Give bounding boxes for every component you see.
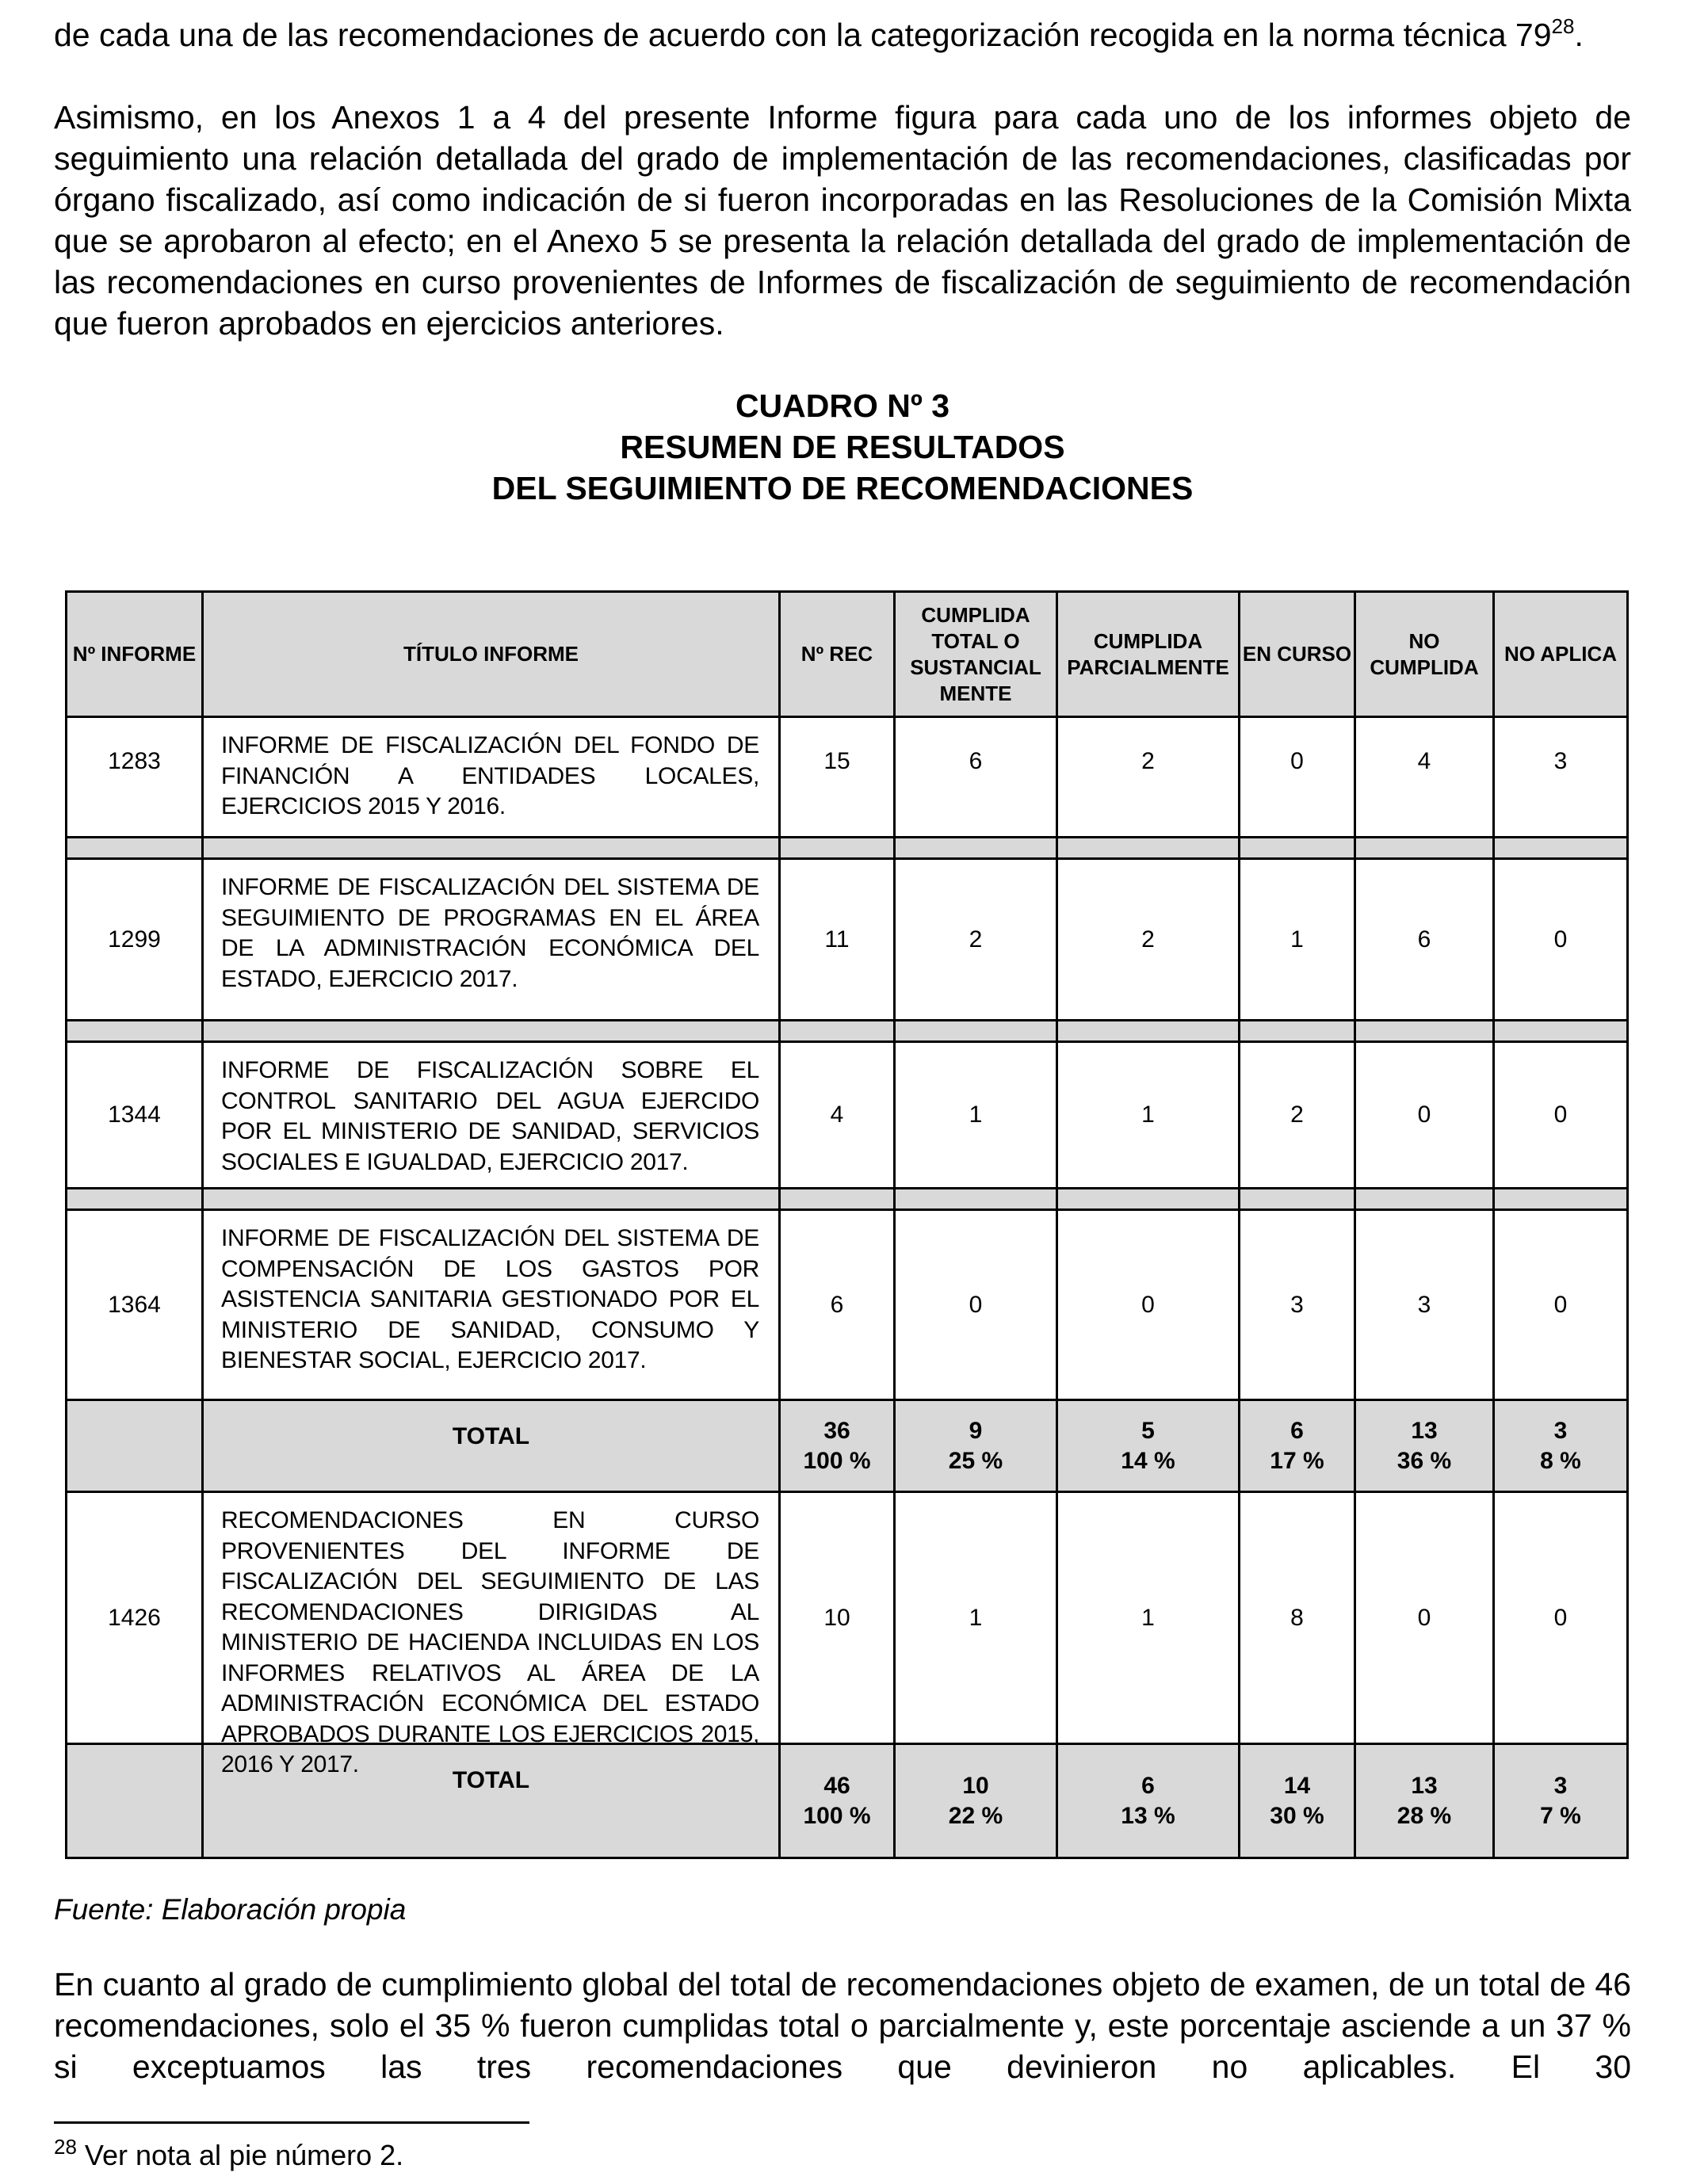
cell-informe: 1426 xyxy=(67,1492,203,1744)
cell-en-curso: 3 xyxy=(1240,1210,1355,1400)
cell-titulo: INFORME DE FISCALIZACIÓN DEL FONDO DE FINANCIÓN A ENTIDADES LOCALES, EJERCICIOS 2015 Y 2016. xyxy=(203,717,780,838)
footnote-reference[interactable]: 28 xyxy=(1551,14,1575,38)
header-cumplida-parcial: CUMPLIDA PARCIALMENTE xyxy=(1057,592,1240,717)
intro-paragraph-1: de cada una de las recomendaciones de acuerdo con la categorización recogida en la norma técnica 79$^{28}$. xyxy=(54,14,1584,53)
cell-cumplida-parcial: 1 xyxy=(1057,1042,1240,1189)
footnote xyxy=(54,2137,403,2174)
cell-cumplida-parcial: 0 xyxy=(1057,1210,1240,1400)
cell-en-curso: 2 xyxy=(1240,1042,1355,1189)
cell-nrec: 4 xyxy=(780,1042,895,1189)
header-no-aplica: NO APLICA xyxy=(1494,592,1628,717)
total-en-curso: 14 30 % xyxy=(1240,1744,1355,1858)
total-no-cumplida: 13 28 % xyxy=(1355,1744,1494,1858)
total-no-cumplida: 13 36 % xyxy=(1355,1400,1494,1492)
separator-row xyxy=(67,838,1628,859)
total-cumplida-total: 10 22 % xyxy=(895,1744,1057,1858)
cell-en-curso: 0 xyxy=(1240,717,1355,838)
total-row-1 xyxy=(67,1400,1628,1492)
header-cumplida-total: CUMPLIDA TOTAL O SUSTANCIAL MENTE xyxy=(895,592,1057,717)
cell-en-curso: 1 xyxy=(1240,859,1355,1021)
footnote-text: Ver nota al pie número 2. xyxy=(76,2139,404,2171)
table-caption xyxy=(54,385,1631,509)
cell-cumplida-total: 0 xyxy=(895,1210,1057,1400)
cell-no-cumplida: 4 xyxy=(1355,717,1494,838)
cell-titulo: INFORME DE FISCALIZACIÓN SOBRE EL CONTROL SANITARIO DEL AGUA EJERCIDO POR EL MINISTERIO DE SANIDAD, SERVICIOS SOCIALES E IGUALDAD, EJERCICIO 2017. xyxy=(203,1042,780,1189)
cell-cumplida-parcial: 2 xyxy=(1057,717,1240,838)
cell-titulo: INFORME DE FISCALIZACIÓN DEL SISTEMA DE SEGUIMIENTO DE PROGRAMAS EN EL ÁREA DE LA ADMINISTRACIÓN ECONÓMICA DEL ESTADO, EJERCICIO 2017. xyxy=(203,859,780,1021)
cell-informe: 1344 xyxy=(67,1042,203,1189)
table-row xyxy=(67,1042,1628,1189)
cell-no-aplica: 0 xyxy=(1494,1042,1628,1189)
results-table xyxy=(65,590,1629,1859)
cell-cumplida-total: 6 xyxy=(895,717,1057,838)
cell-no-aplica: 3 xyxy=(1494,717,1628,838)
cell-cumplida-total: 1 xyxy=(895,1042,1057,1189)
cell-titulo: INFORME DE FISCALIZACIÓN DEL SISTEMA DE COMPENSACIÓN DE LOS GASTOS POR ASISTENCIA SANITARIA GESTIONADO POR EL MINISTERIO DE SANIDAD, CONSUMO Y BIENESTAR SOCIAL, EJERCICIO 2017. xyxy=(203,1210,780,1400)
cell-informe: 1283 xyxy=(67,717,203,838)
separator-row xyxy=(67,1189,1628,1210)
table-row xyxy=(67,859,1628,1021)
cell-informe: 1364 xyxy=(67,1210,203,1400)
cell-no-cumplida: 3 xyxy=(1355,1210,1494,1400)
total-en-curso: 6 17 % xyxy=(1240,1400,1355,1492)
header-titulo: TÍTULO INFORME xyxy=(203,592,780,717)
total-nrec: 46 100 % xyxy=(780,1744,895,1858)
table-source: Fuente: Elaboración propia xyxy=(54,1893,407,1926)
cell-nrec: 15 xyxy=(780,717,895,838)
total-label: TOTAL xyxy=(203,1744,780,1858)
cell-no-aplica: 0 xyxy=(1494,1210,1628,1400)
cell-cumplida-parcial: 2 xyxy=(1057,859,1240,1021)
cell-no-cumplida: 0 xyxy=(1355,1492,1494,1744)
cell-cumplida-total: 2 xyxy=(895,859,1057,1021)
cell-no-aplica: 0 xyxy=(1494,859,1628,1021)
header-nrec: Nº REC xyxy=(780,592,895,717)
cell-nrec: 6 xyxy=(780,1210,895,1400)
total-no-aplica: 3 8 % xyxy=(1494,1400,1628,1492)
cell-no-cumplida: 6 xyxy=(1355,859,1494,1021)
table-row xyxy=(67,717,1628,838)
total-cumplida-parcial: 6 13 % xyxy=(1057,1744,1240,1858)
table-row xyxy=(67,1210,1628,1400)
cell-informe: 1299 xyxy=(67,859,203,1021)
cell-en-curso: 8 xyxy=(1240,1492,1355,1744)
separator-row xyxy=(67,1021,1628,1042)
cell-no-aplica: 0 xyxy=(1494,1492,1628,1744)
header-en-curso: EN CURSO xyxy=(1240,592,1355,717)
caption-subtitle-1: RESUMEN DE RESULTADOS xyxy=(620,429,1065,465)
footnote-divider xyxy=(54,2121,529,2124)
cell-cumplida-total: 1 xyxy=(895,1492,1057,1744)
footnote-number: 28 xyxy=(54,2135,77,2159)
caption-subtitle-2: DEL SEGUIMIENTO DE RECOMENDACIONES xyxy=(491,470,1194,506)
table-row-1426 xyxy=(67,1492,1628,1744)
total-cumplida-parcial: 5 14 % xyxy=(1057,1400,1240,1492)
header-no-cumplida: NO CUMPLIDA xyxy=(1355,592,1494,717)
closing-section xyxy=(54,1964,1631,2087)
total-no-aplica: 3 7 % xyxy=(1494,1744,1628,1858)
total-label: TOTAL xyxy=(203,1400,780,1492)
cell-nrec: 10 xyxy=(780,1492,895,1744)
cell-nrec: 11 xyxy=(780,859,895,1021)
cell-cumplida-parcial: 1 xyxy=(1057,1492,1240,1744)
intro-paragraph-2: Asimismo, en los Anexos 1 a 4 del presente Informe figura para cada uno de los informes objeto de seguimiento una relación detallada del grado de implementación de las recomendaciones, clasificadas por órgano fiscalizado, así como indicación de si fueron incorporadas en las Resoluciones de la Comisión Mixta que se aprobaron al efecto; en el Anexo 5 se presenta la relación detallada del grado de implementación de las recomendaciones en curso provenientes de Informes de fiscalización de seguimiento de recomendación que fueron aprobados en ejercicios anteriores. xyxy=(54,99,1631,342)
table-header-row xyxy=(67,592,1628,717)
total-nrec: 36 100 % xyxy=(780,1400,895,1492)
header-informe: Nº INFORME xyxy=(67,592,203,717)
cell-no-cumplida: 0 xyxy=(1355,1042,1494,1189)
closing-paragraph: En cuanto al grado de cumplimiento global del total de recomendaciones objeto de examen, de un total de 46 recomendaciones, solo el 35 % fueron cumplidas total o parcialmente y, este porcentaje asciende a un 37 % si exceptuamos las tres recomendaciones que devinieron no aplicables. El 30 xyxy=(54,1966,1631,2085)
document-body xyxy=(54,14,1631,509)
cell-titulo: RECOMENDACIONES EN CURSO PROVENIENTES DEL INFORME DE FISCALIZACIÓN DEL SEGUIMIENTO DE LAS RECOMENDACIONES DIRIGIDAS AL MINISTERIO DE HACIENDA INCLUIDAS EN LOS INFORMES RELATIVOS AL ÁREA DE LA ADMINISTRACIÓN ECONÓMICA DEL ESTADO APROBADOS DURANTE LOS EJERCICIOS 2015, 2016 Y 2017. xyxy=(203,1492,780,1744)
caption-title: CUADRO Nº 3 xyxy=(735,388,950,424)
total-cumplida-total: 9 25 % xyxy=(895,1400,1057,1492)
